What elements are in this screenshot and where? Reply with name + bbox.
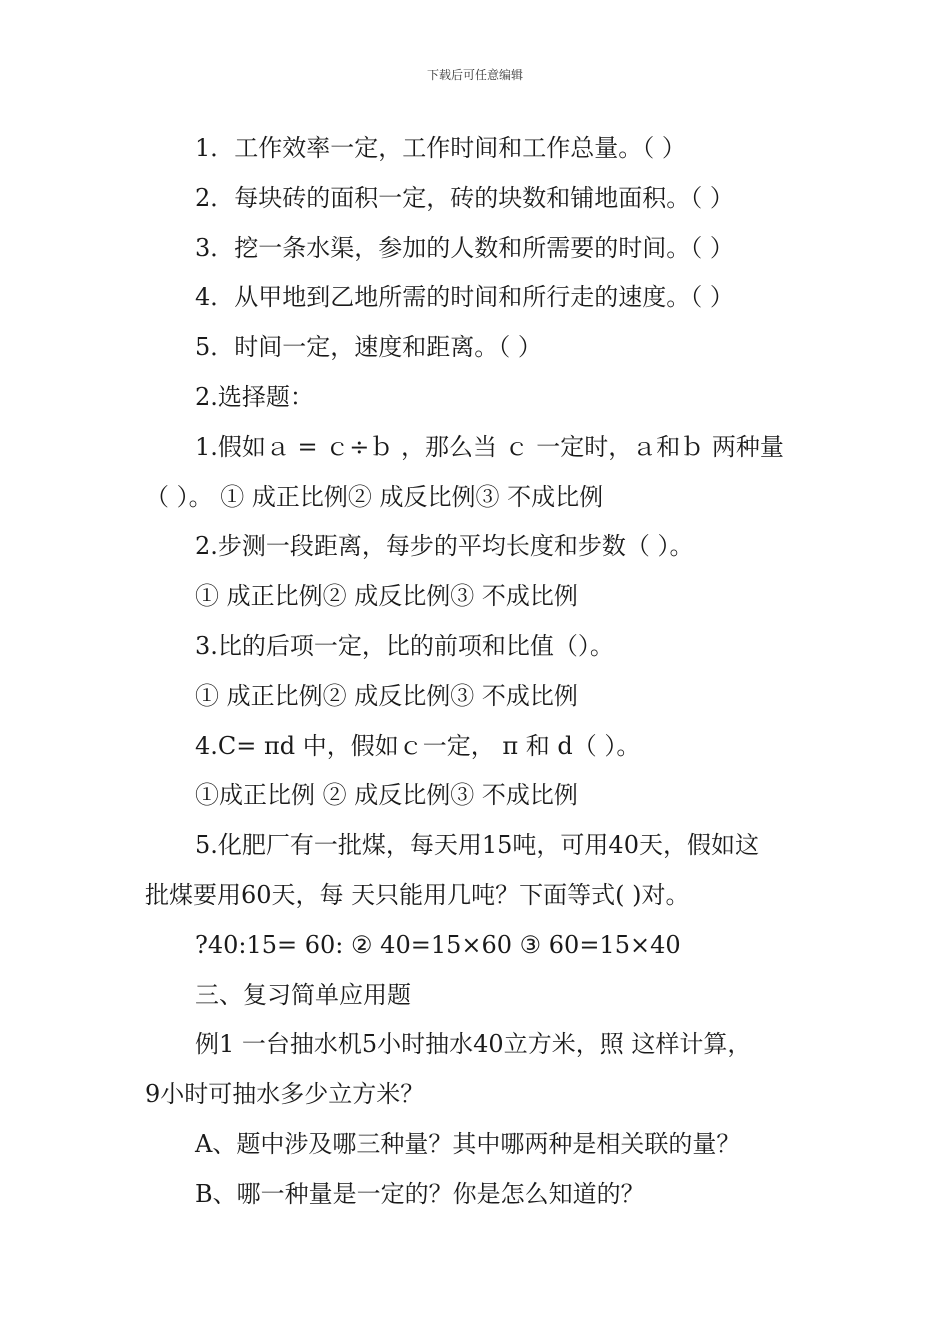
options-line: ①成正比例 ② 成反比例③ 不成比例: [195, 781, 578, 810]
question-line: 4．从甲地到乙地所需的时间和所行走的速度。（ ）: [195, 283, 734, 312]
question-line: 1.假如ａ = ｃ÷ｂ ，那么当 ｃ 一定时，ａ和ｂ 两种量: [195, 432, 784, 461]
prompt-line: B、哪一种量是一定的？你是怎么知道的？: [195, 1179, 645, 1208]
section-heading: 三、复习简单应用题: [195, 980, 411, 1009]
question-line: 4.C= πd 中，假如ｃ一定， π 和 d（ ）。: [195, 731, 641, 760]
example-continuation: 9小时可抽水多少立方米？: [145, 1080, 425, 1109]
options-line: ?40:15= 60: ② 40=15×60 ③ 60=15×40: [195, 930, 681, 959]
question-line: 2．每块砖的面积一定，砖的块数和铺地面积。（ ）: [195, 183, 734, 212]
example-line: 例1 一台抽水机5小时抽水40立方米，照 这样计算，: [195, 1030, 752, 1059]
question-line: 1．工作效率一定，工作时间和工作总量。（ ）: [195, 134, 686, 162]
page-header: 下载后可任意编辑: [426, 68, 523, 82]
document-body: [145, 124, 810, 1220]
options-line: （ ）。 ① 成正比例② 成反比例③ 不成比例: [145, 482, 604, 511]
question-line: 5.化肥厂有一批煤，每天用15吨，可用40天，假如这: [195, 831, 759, 860]
prompt-line: A、题中涉及哪三种量？其中哪两种是相关联的量？: [195, 1129, 741, 1158]
question-line: 3．挖一条水渠，参加的人数和所需要的时间。（ ）: [195, 233, 734, 262]
options-line: ① 成正比例② 成反比例③ 不成比例: [195, 582, 578, 611]
question-continuation: 批煤要用60天，每 天只能用几吨？下面等式( )对。: [145, 880, 690, 909]
options-line: ① 成正比例② 成反比例③ 不成比例: [195, 681, 578, 710]
question-line: 2.步测一段距离，每步的平均长度和步数（ ）。: [195, 532, 694, 561]
question-line: 3.比的后项一定，比的前项和比值（）。: [195, 631, 614, 660]
section-heading: 2.选择题：: [195, 382, 314, 411]
question-line: 5．时间一定，速度和距离。（ ）: [195, 333, 542, 362]
